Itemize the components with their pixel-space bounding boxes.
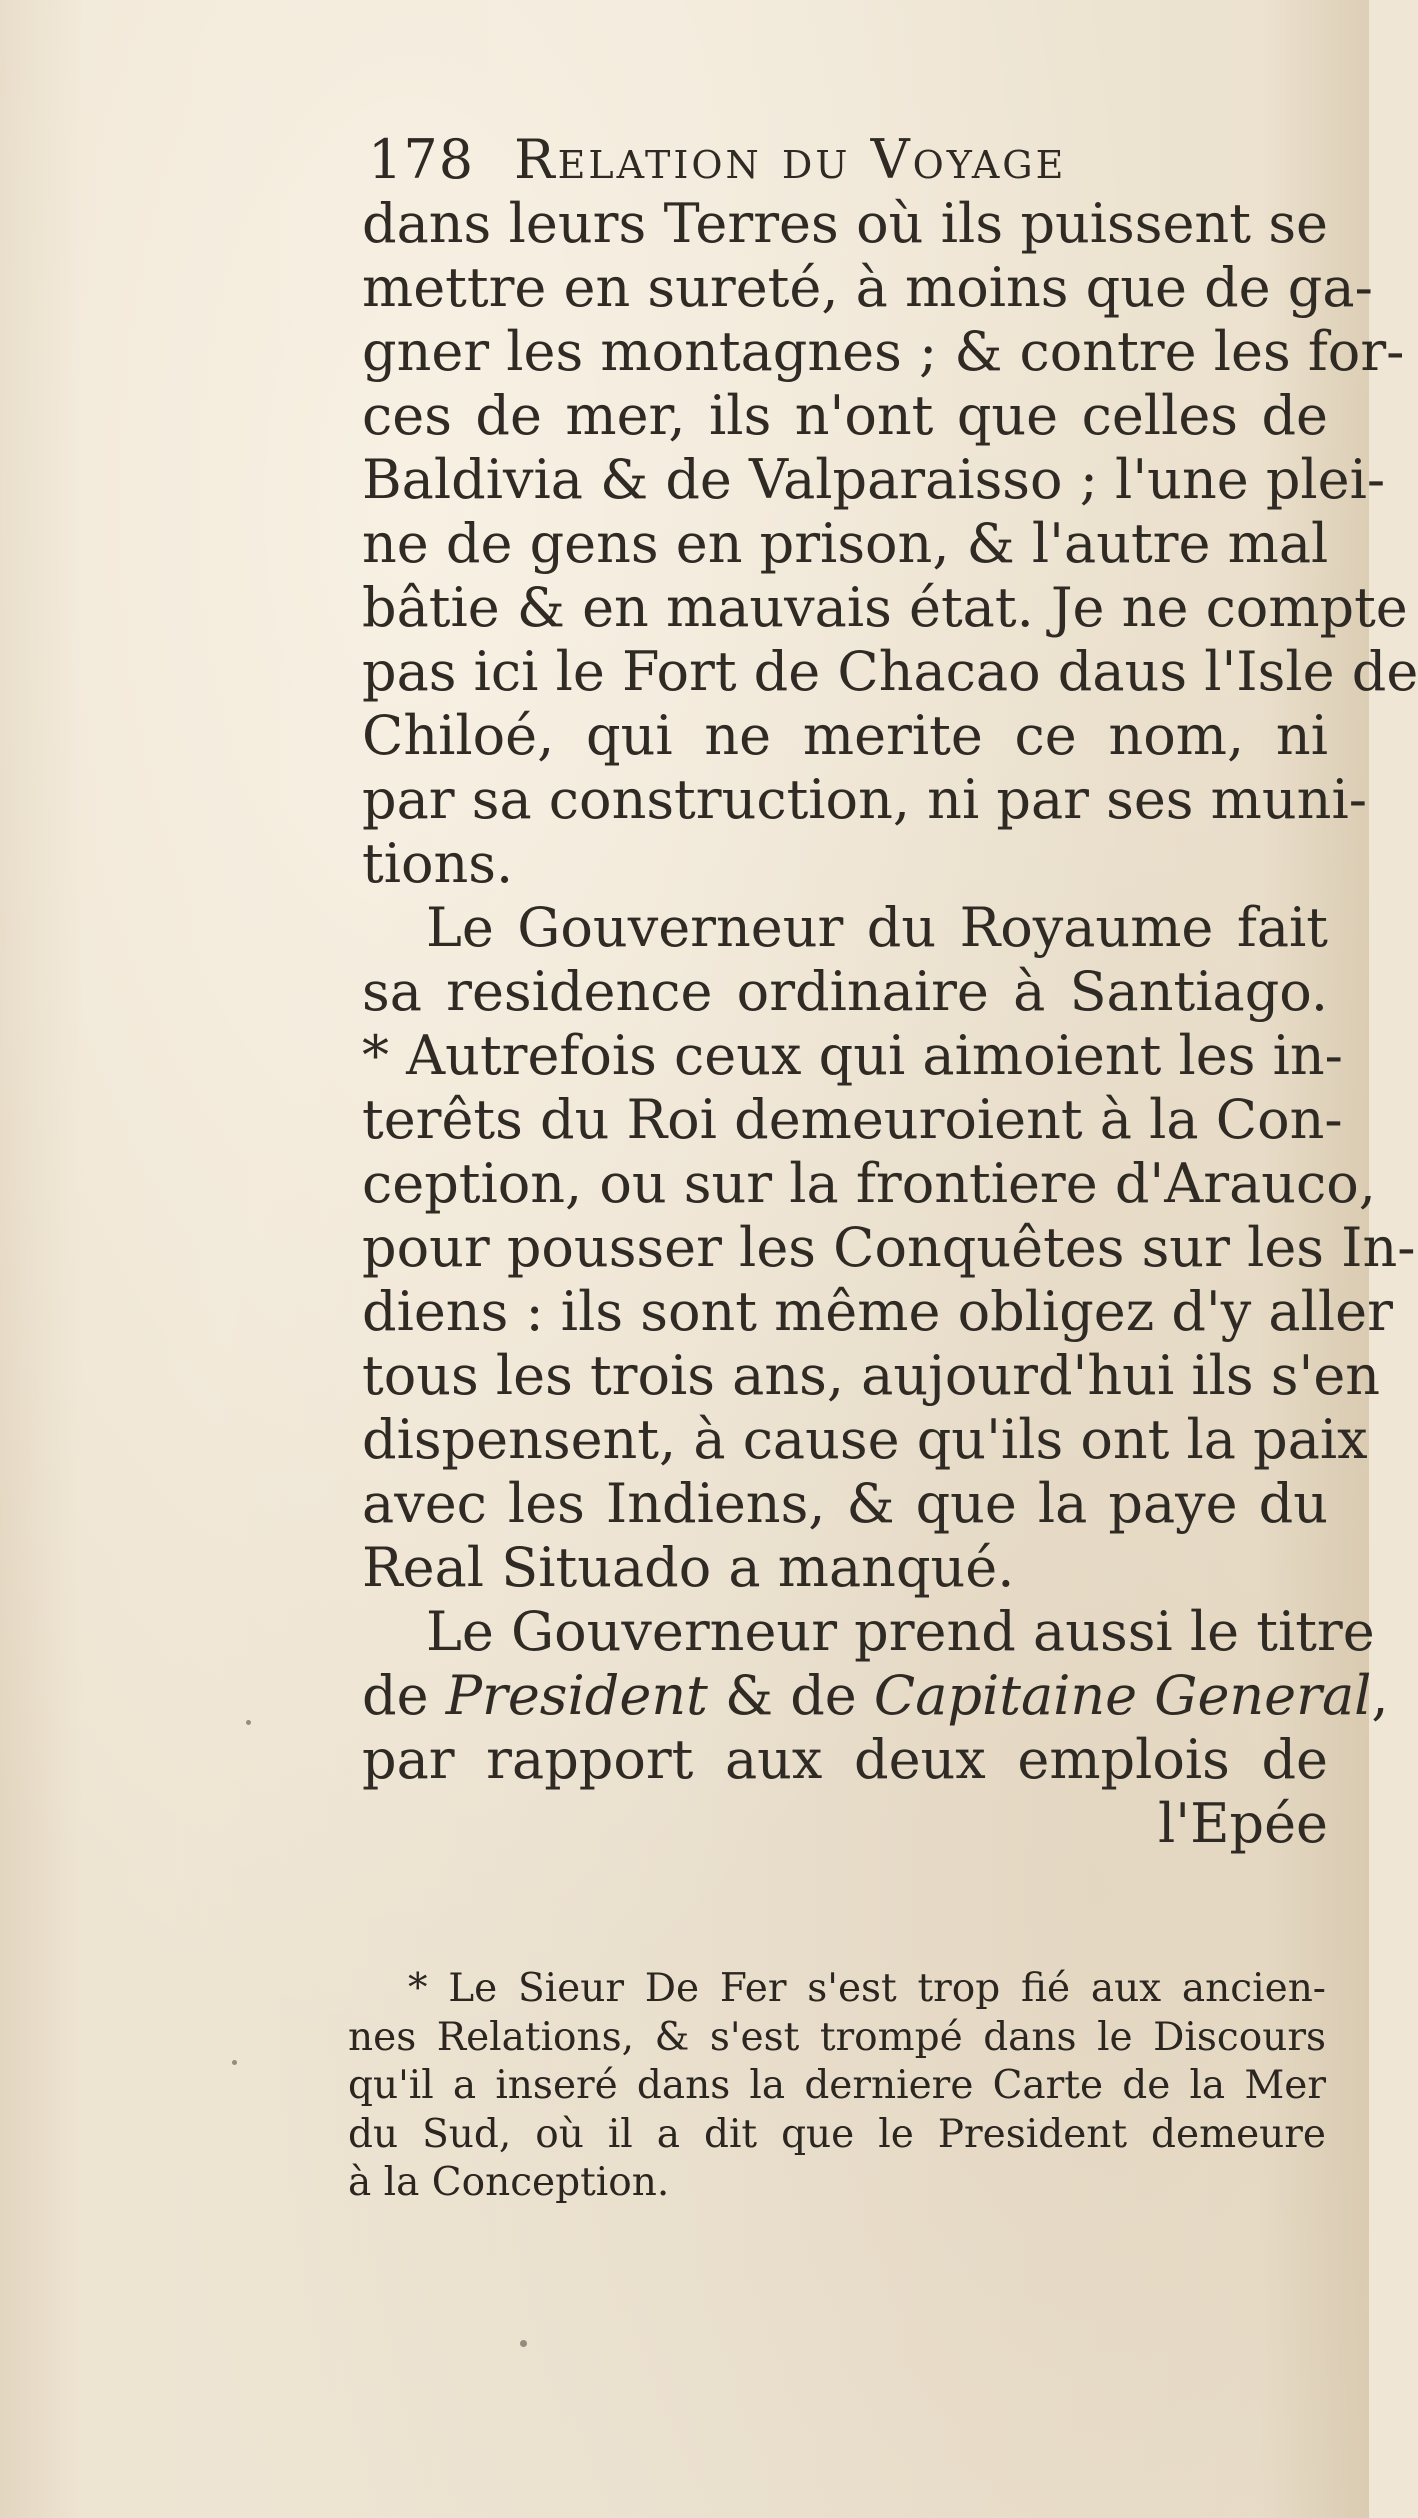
body-line-11: tions. bbox=[362, 832, 514, 895]
footnote-line-4: du Sud, où il a dit que le President demeure bbox=[348, 2111, 1326, 2157]
body-line-19: tous les trois ans, aujourd'hui ils s'en bbox=[362, 1344, 1381, 1407]
body-line-16: ception, ou sur la frontiere d'Arauco, bbox=[362, 1152, 1376, 1215]
body-line-5: Baldivia & de Valparaisso ; l'une plei- bbox=[362, 448, 1386, 511]
body-line-13: sa residence ordinaire à Santiago. bbox=[362, 960, 1328, 1023]
body-line-10: par sa construction, ni par ses muni- bbox=[362, 768, 1367, 831]
body-line-21: avec les Indiens, & que la paye du bbox=[362, 1472, 1328, 1535]
footnote-block bbox=[348, 1965, 1326, 2208]
body-line-6: ne de gens en prison, & l'autre mal bbox=[362, 512, 1329, 575]
body-line-4: ces de mer, ils n'ont que celles de bbox=[362, 384, 1328, 447]
body-line-2: mettre en sureté, à moins que de ga- bbox=[362, 256, 1373, 319]
president-title-italic: President bbox=[445, 1664, 708, 1727]
president-line-text-1: de bbox=[362, 1664, 446, 1727]
body-line-22: Real Situado a manqué. bbox=[362, 1536, 1015, 1599]
body-line-23: Le Gouverneur prend aussi le titre bbox=[426, 1600, 1375, 1663]
body-line-1: dans leurs Terres où ils puissent se bbox=[362, 192, 1328, 255]
ink-fleck bbox=[232, 2060, 237, 2065]
body-line-20: dispensent, à cause qu'ils ont la paix bbox=[362, 1408, 1368, 1471]
body-line-12: Le Gouverneur du Royaume fait bbox=[426, 896, 1328, 959]
running-head-title: Relation du Voyage bbox=[514, 128, 1067, 191]
footnote-line-3: qu'il a inseré dans la derniere Carte de la Mer bbox=[348, 2063, 1326, 2108]
body-line-18: diens : ils sont même obligez d'y aller bbox=[362, 1280, 1393, 1343]
president-line-text-2: & de bbox=[707, 1664, 874, 1727]
body-line-3: gner les montagnes ; & contre les for- bbox=[362, 320, 1405, 383]
ink-fleck bbox=[246, 1720, 251, 1725]
main-text-block bbox=[362, 128, 1418, 1856]
president-line-text-3: , bbox=[1371, 1664, 1389, 1727]
ink-fleck bbox=[520, 2340, 527, 2347]
footnote-line-1: * Le Sieur De Fer s'est trop fié aux ancien- bbox=[408, 1966, 1326, 2011]
running-head bbox=[362, 128, 1328, 192]
body-line-17: pour pousser les Conquêtes sur les In- bbox=[362, 1216, 1416, 1279]
page-number: 178 bbox=[368, 128, 475, 191]
footnote-line-2: nes Relations, & s'est trompé dans le Discours bbox=[348, 2014, 1326, 2060]
capitaine-general-italic: Capitaine General bbox=[873, 1664, 1372, 1727]
catchword: l'Epée bbox=[1157, 1792, 1328, 1855]
body-line-president bbox=[362, 1664, 1389, 1728]
body-line-9: Chiloé, qui ne merite ce nom, ni bbox=[362, 704, 1328, 767]
body-line-15: terêts du Roi demeuroient à la Con- bbox=[362, 1088, 1343, 1151]
footnote-line-5: à la Conception. bbox=[348, 2160, 670, 2205]
body-line-7: bâtie & en mauvais état. Je ne compte bbox=[362, 576, 1408, 639]
body-line-25: par rapport aux deux emplois de bbox=[362, 1728, 1328, 1791]
body-line-14: * Autrefois ceux qui aimoient les in- bbox=[362, 1024, 1343, 1087]
body-line-8: pas ici le Fort de Chacao daus l'Isle de bbox=[362, 640, 1418, 703]
